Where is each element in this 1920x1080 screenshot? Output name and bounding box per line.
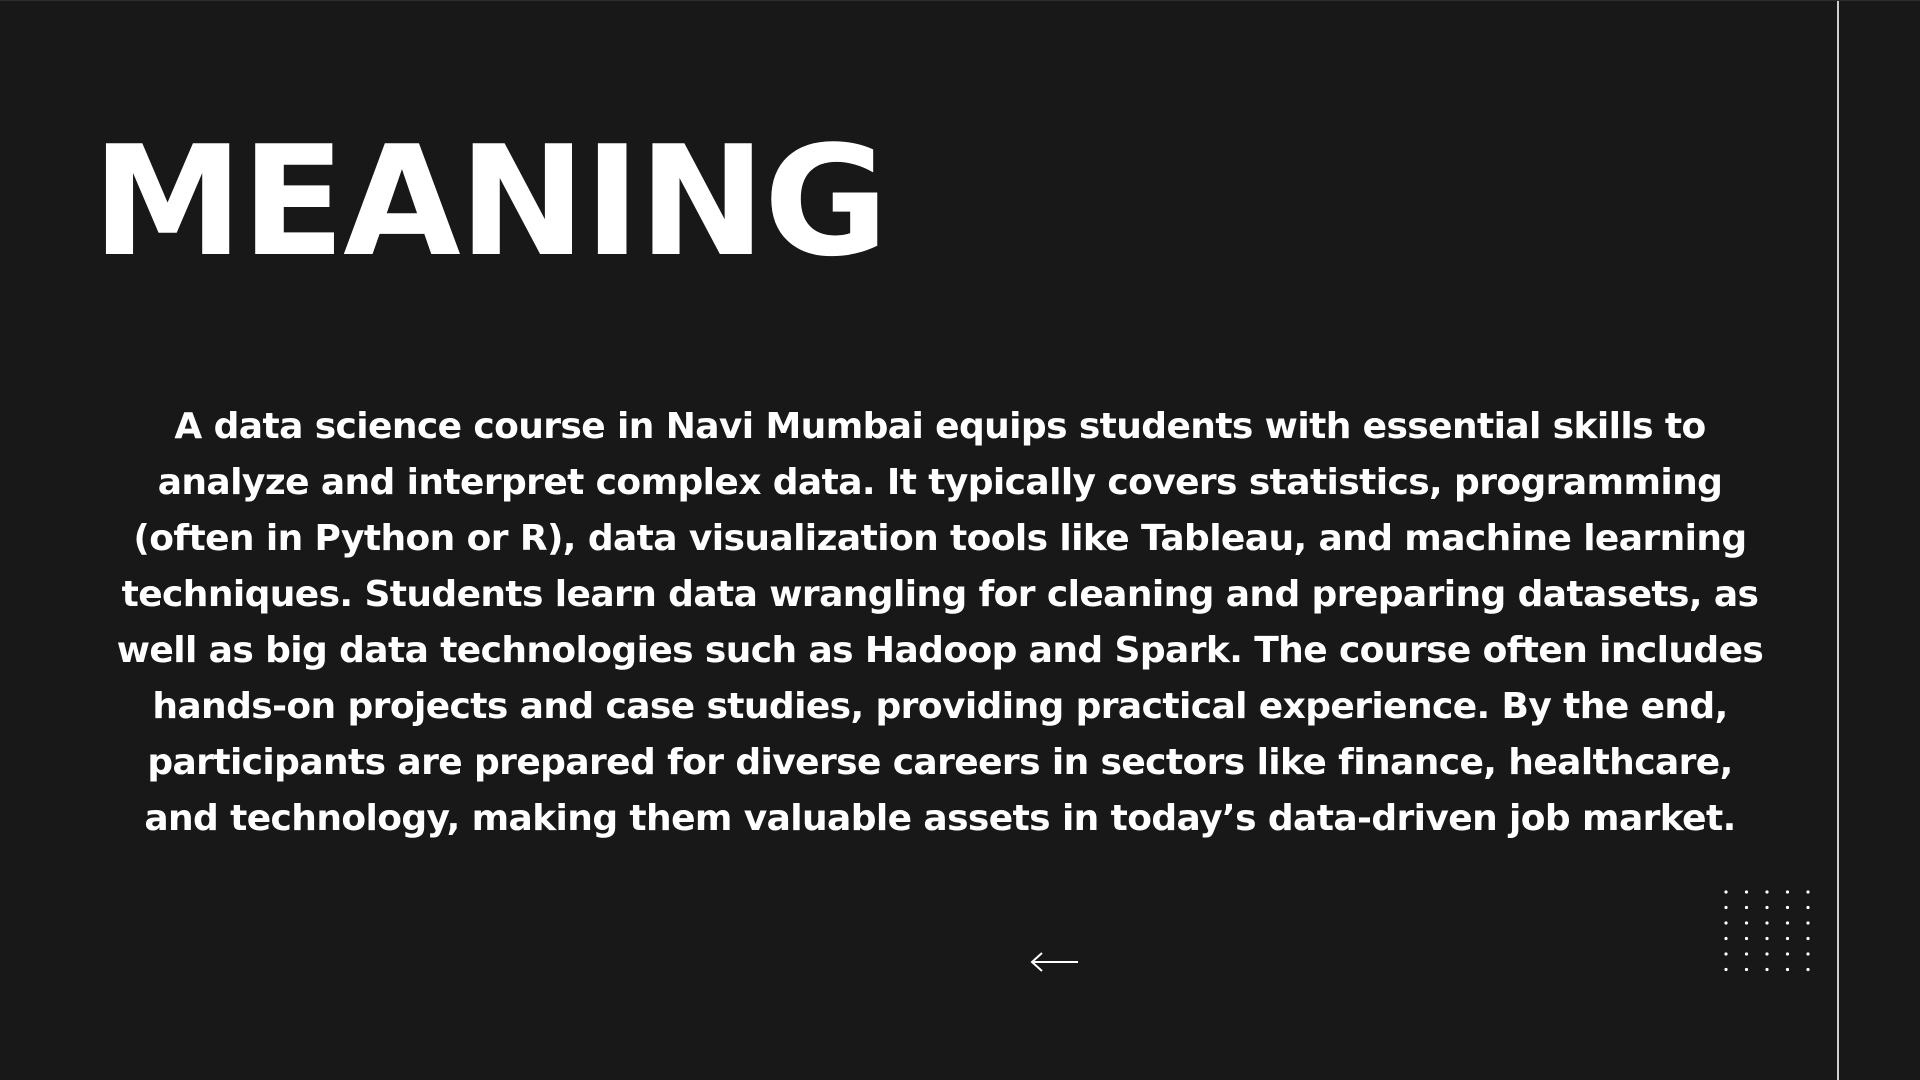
dot <box>1745 952 1748 955</box>
vertical-divider <box>1837 1 1839 1080</box>
dot <box>1765 921 1768 924</box>
dot <box>1806 921 1809 924</box>
dot <box>1786 952 1789 955</box>
dot <box>1806 906 1809 909</box>
dot <box>1724 937 1727 940</box>
dot <box>1786 890 1789 893</box>
dot <box>1786 937 1789 940</box>
dot <box>1806 890 1809 893</box>
dot-grid-icon <box>1722 889 1814 973</box>
dot <box>1724 952 1727 955</box>
dot <box>1765 952 1768 955</box>
slide-title: MEANING <box>92 113 887 290</box>
dot <box>1724 968 1727 971</box>
dot <box>1806 952 1809 955</box>
dot <box>1745 968 1748 971</box>
dot <box>1745 906 1748 909</box>
dot <box>1745 937 1748 940</box>
dot <box>1765 937 1768 940</box>
dot <box>1786 921 1789 924</box>
dot <box>1724 921 1727 924</box>
dot <box>1786 968 1789 971</box>
arrow-left-icon[interactable] <box>1028 947 1080 977</box>
dot <box>1745 921 1748 924</box>
dot <box>1745 890 1748 893</box>
dot <box>1806 937 1809 940</box>
dot <box>1724 890 1727 893</box>
dot <box>1765 890 1768 893</box>
dot <box>1765 968 1768 971</box>
slide-body-text: A data science course in Navi Mumbai equips students with essential skills to analyze and interpret complex data. It typically covers statistics, programming (often in Python or R), data visualization tools like Tableau, and machine learning techniques. Students learn data wrangling for cleaning and preparing datasets, as well as big data technologies such as Hadoop and Spark. The course often includes hands-on projects and case studies, providing practical experience. By the end, participants are prepared for diverse careers in sectors like finance, healthcare, and technology, making them valuable assets in today’s data-driven job market. <box>116 406 1764 839</box>
dot <box>1806 968 1809 971</box>
dot <box>1724 906 1727 909</box>
dot <box>1786 906 1789 909</box>
dot <box>1765 906 1768 909</box>
